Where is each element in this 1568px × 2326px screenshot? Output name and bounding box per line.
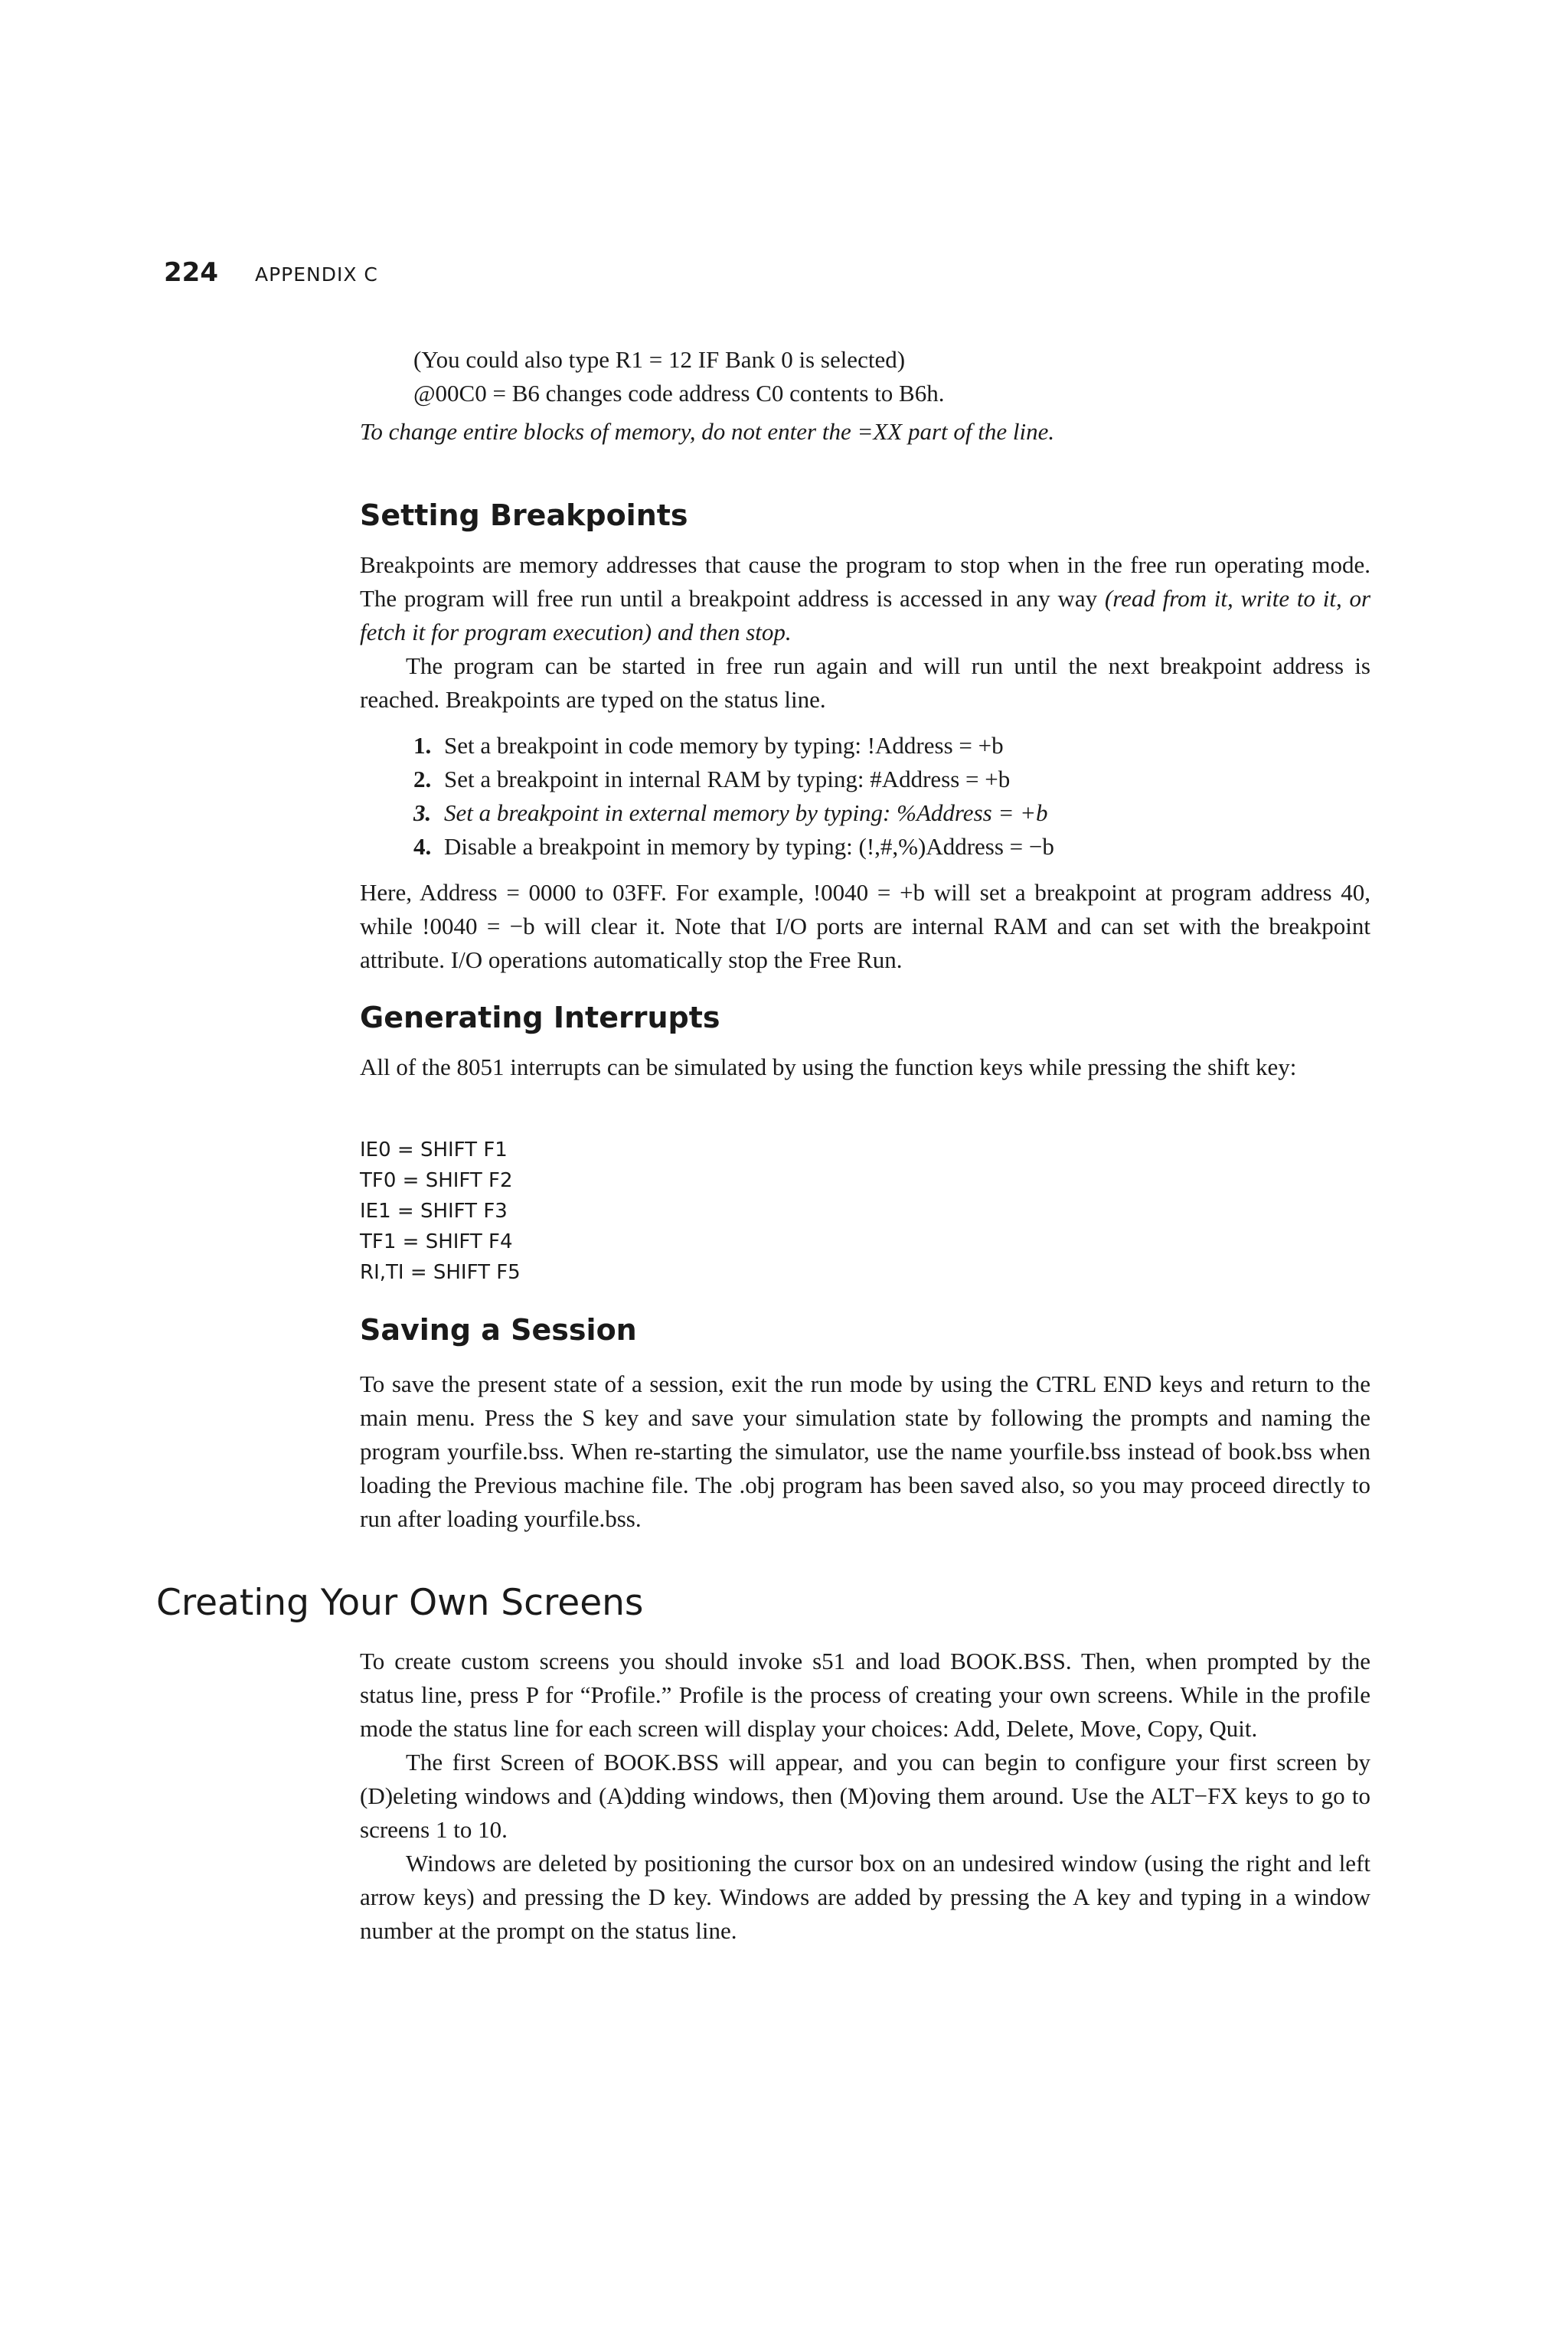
- breakpoints-para-1-text: Breakpoints are memory addresses that cause the program to stop when in the free run operating mode. The program will free run until a breakpoint address is accessed in any way: [360, 551, 1370, 612]
- list-item-number: 1.: [413, 732, 432, 759]
- list-item: [413, 729, 1370, 763]
- interrupts-section: [360, 1050, 1370, 1084]
- breakpoints-para-1: [360, 548, 1370, 649]
- breakpoints-para-3-block: [360, 876, 1370, 977]
- heading-saving-a-session: Saving a Session: [360, 1313, 637, 1347]
- running-title: APPENDIX C: [254, 263, 378, 286]
- breakpoints-section: [360, 548, 1370, 717]
- running-header: [164, 257, 378, 288]
- screens-section: [360, 1645, 1370, 1948]
- interrupt-key-row: RI,TI = SHIFT F5: [360, 1261, 521, 1284]
- session-section: [360, 1367, 1370, 1536]
- heading-setting-breakpoints: Setting Breakpoints: [360, 498, 688, 532]
- list-item: [413, 763, 1370, 796]
- heading-generating-interrupts: Generating Interrupts: [360, 1001, 720, 1034]
- list-item-text: Set a breakpoint in internal RAM by typing: #Address = +b: [444, 766, 1011, 792]
- list-item-text: Set a breakpoint in external memory by typing: %Address = +b: [444, 799, 1048, 826]
- intro-examples: [413, 343, 1370, 410]
- breakpoint-list: [413, 729, 1370, 864]
- screens-para-2: The first Screen of BOOK.BSS will appear, and you can begin to configure your first screen by (D)eleting windows and (A)dding windows, then (M)oving them around. Use the ALT−FX keys to go to screens 1 to 10.: [360, 1749, 1370, 1843]
- list-item-text: Disable a breakpoint in memory by typing: (!,#,%)Address = −b: [444, 833, 1054, 860]
- list-item-number: 3.: [413, 799, 432, 826]
- screens-para-1: To create custom screens you should invoke s51 and load BOOK.BSS. Then, when prompted by the status line, press P for “Profile.” Profile is the process of creating your own screens. While in the profile mode the status line for each screen will display your choices: Add, Delete, Move, Copy, Quit.: [360, 1648, 1370, 1742]
- screens-para-3: Windows are deleted by positioning the cursor box on an undesired window (using the right and left arrow keys) and pressing the D key. Windows are added by pressing the A key and typing in a window number at the prompt on the status line.: [360, 1850, 1370, 1944]
- intro-line-2: @00C0 = B6 changes code address C0 contents to B6h.: [413, 380, 945, 407]
- list-item-text: Set a breakpoint in code memory by typing: !Address = +b: [444, 732, 1004, 759]
- intro-line-1: (You could also type R1 = 12 IF Bank 0 is selected): [413, 346, 906, 373]
- interrupt-key-row: TF1 = SHIFT F4: [360, 1230, 513, 1253]
- heading-creating-your-own-screens: Creating Your Own Screens: [156, 1582, 644, 1624]
- breakpoints-para-2: The program can be started in free run again and will run until the next breakpoint address is reached. Breakpoints are typed on the status line.: [360, 652, 1370, 713]
- list-item-number: 2.: [413, 766, 432, 792]
- interrupts-para: All of the 8051 interrupts can be simulated by using the function keys while pressing the shift key:: [360, 1054, 1297, 1080]
- intro-note: To change entire blocks of memory, do not enter the =XX part of the line.: [360, 418, 1055, 445]
- intro-note-block: [360, 415, 1370, 449]
- page-number: 224: [164, 257, 218, 288]
- session-para: To save the present state of a session, exit the run mode by using the CTRL END keys and return to the main menu. Press the S key and save your simulation state by following the prompts and naming the program yourfile.bss. When re-starting the simulator, use the name yourfile.bss instead of book.bss when loading the Previous machine file. The .obj program has been saved also, so you may proceed directly to run after loading yourfile.bss.: [360, 1370, 1370, 1532]
- breakpoints-para-3: Here, Address = 0000 to 03FF. For example, !0040 = +b will set a breakpoint at program address 40, while !0040 = −b will clear it. Note that I/O ports are internal RAM and can set with the breakpoint attribute. I/O operations automatically stop the Free Run.: [360, 879, 1370, 973]
- interrupt-key-row: TF0 = SHIFT F2: [360, 1169, 513, 1192]
- interrupt-key-list: [360, 1135, 1370, 1288]
- interrupt-key-row: IE0 = SHIFT F1: [360, 1138, 508, 1161]
- list-item: [413, 830, 1370, 864]
- interrupt-key-row: IE1 = SHIFT F3: [360, 1200, 508, 1223]
- list-item-number: 4.: [413, 833, 432, 860]
- list-item: [413, 796, 1370, 830]
- breakpoints-para-1-italic: (read from it, write to it, or fetch it for program execution) and then stop.: [360, 585, 1371, 645]
